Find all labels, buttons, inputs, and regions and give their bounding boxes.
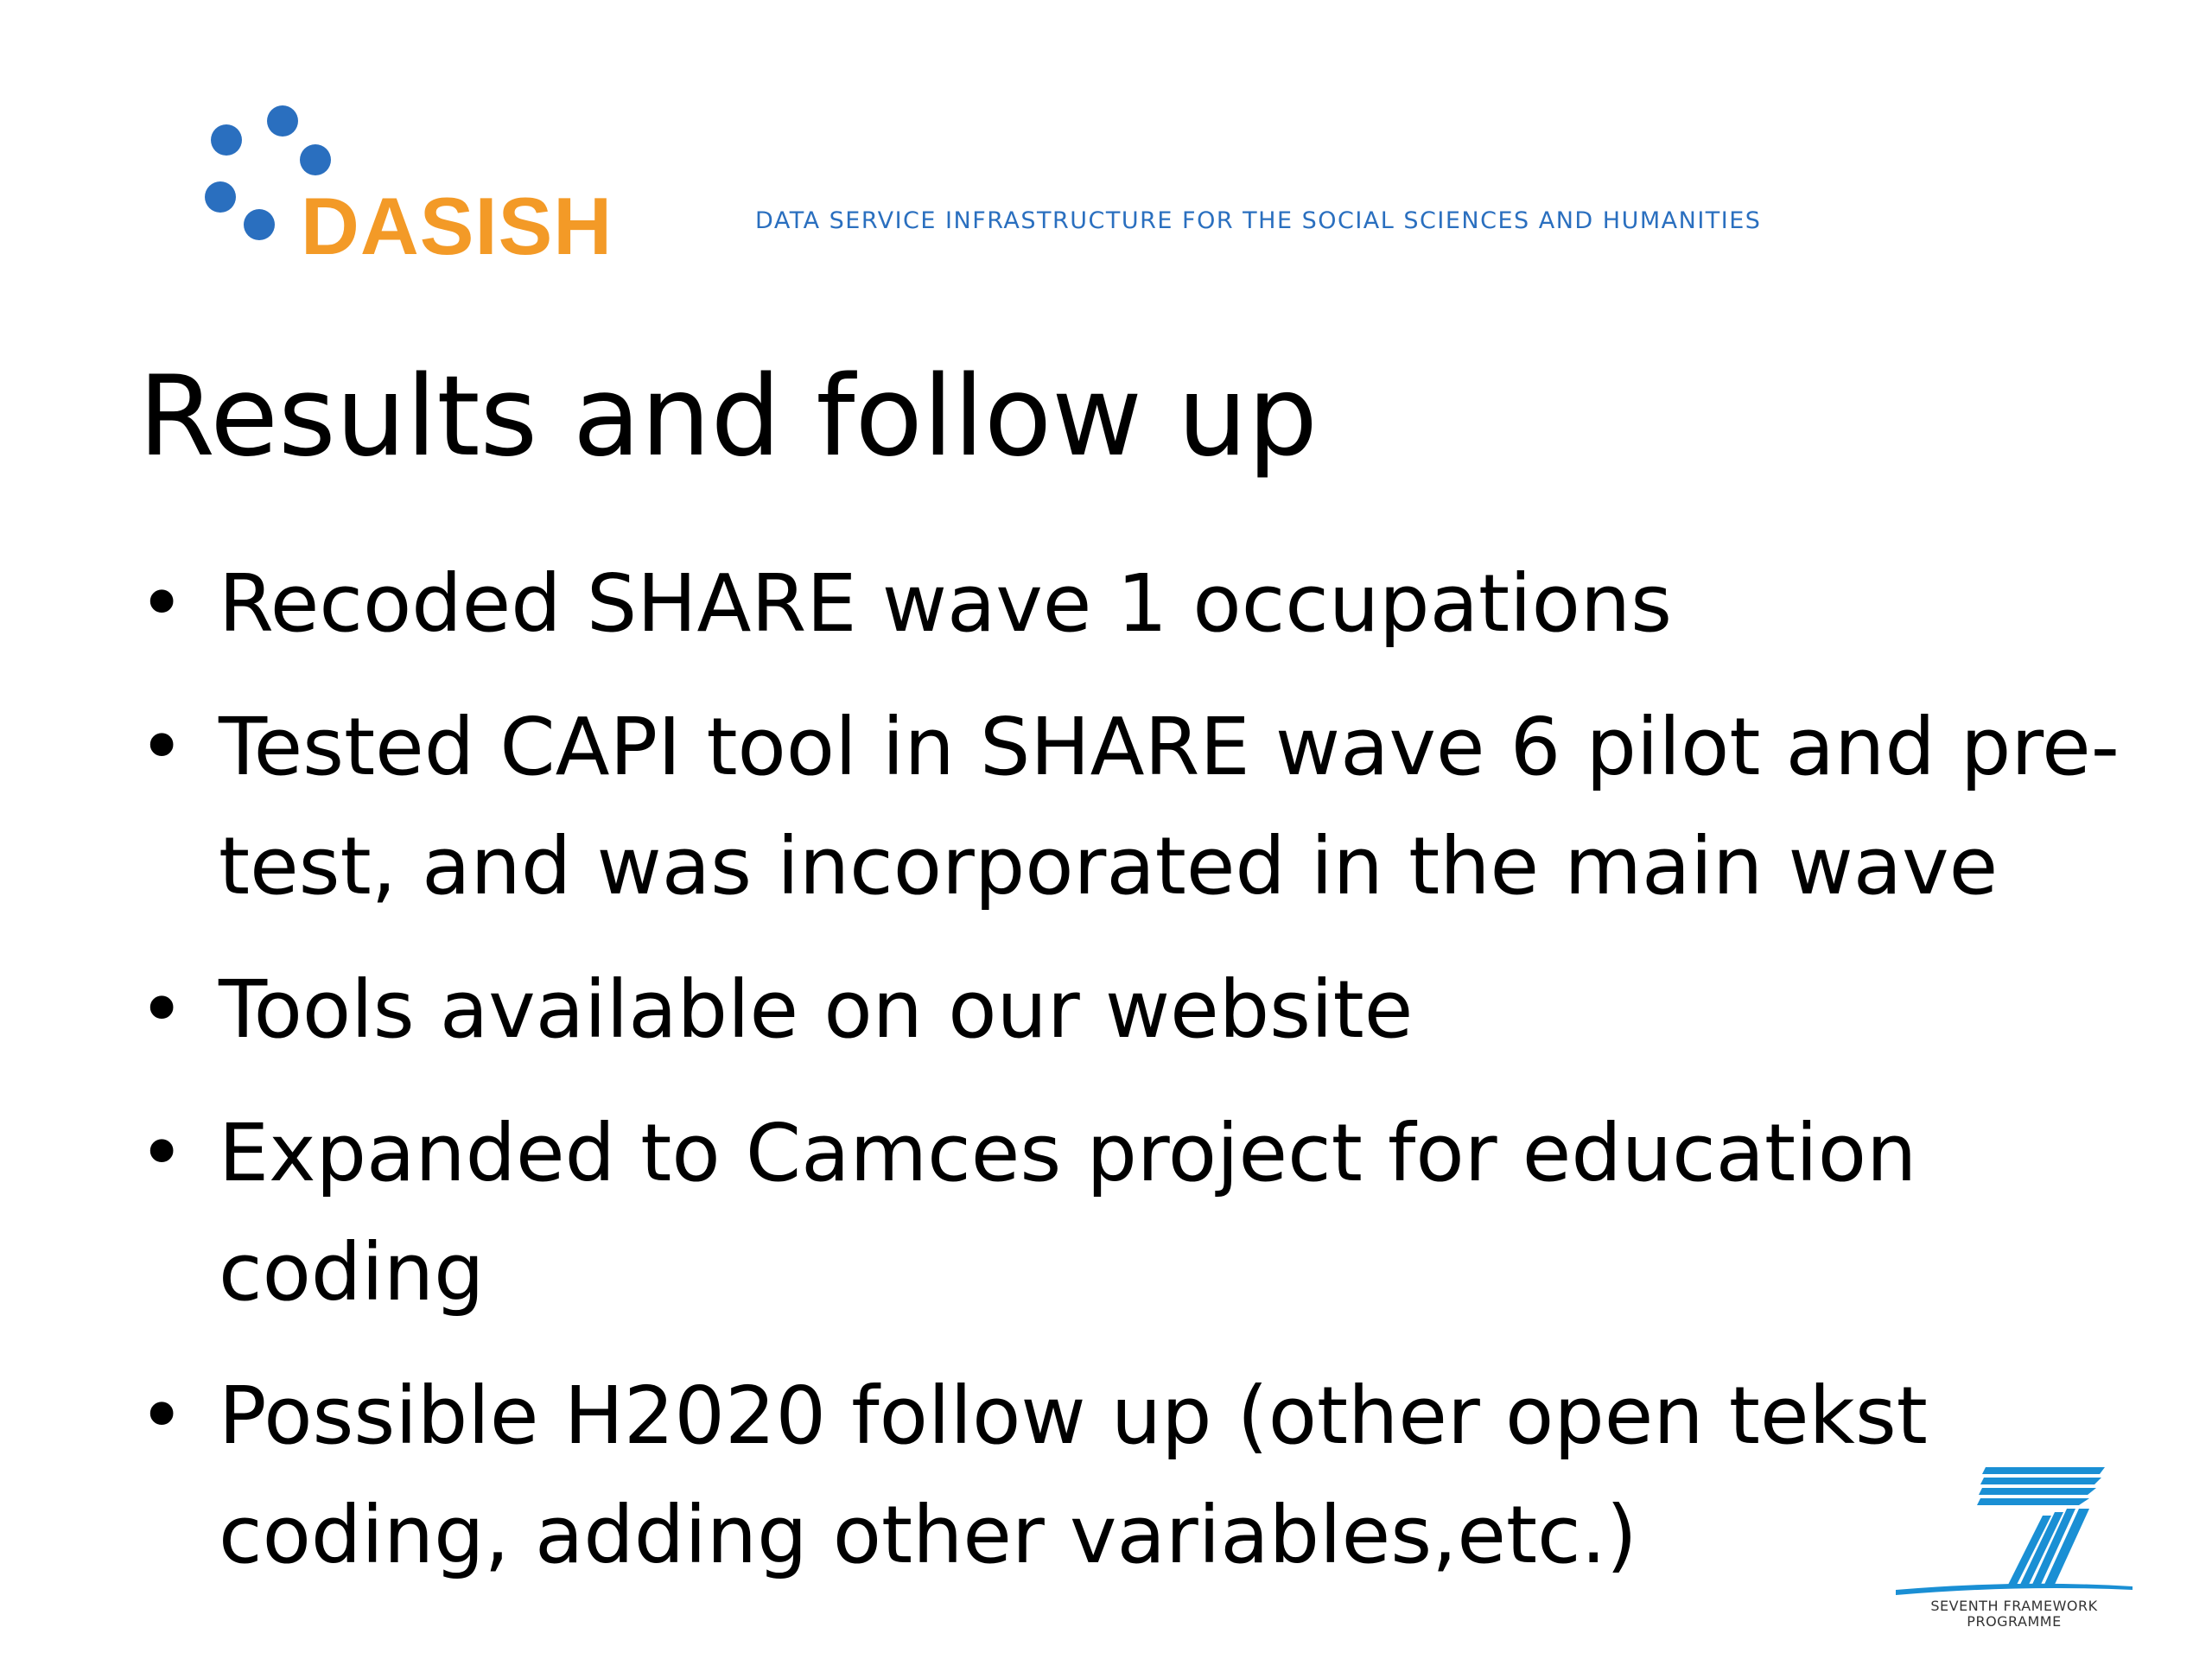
list-item xyxy=(138,950,2160,1070)
fp7-caption-line1: SEVENTH FRAMEWORK xyxy=(1930,1598,2098,1614)
bullet-icon: • xyxy=(138,963,186,1056)
list-item xyxy=(138,688,2160,926)
bullet-text: Tools available on our website xyxy=(219,963,1414,1056)
bullet-icon: • xyxy=(138,1370,186,1462)
list-item xyxy=(138,544,2160,664)
dasish-logo xyxy=(199,104,648,271)
bullet-icon: • xyxy=(138,701,186,793)
bullet-icon: • xyxy=(138,557,186,650)
logo-wordmark: DASISH xyxy=(301,181,613,271)
slide-title: Results and follow up xyxy=(138,353,1318,481)
fp7-logo xyxy=(1889,1460,2139,1646)
bullet-text: Expanded to Camces project for education coding xyxy=(219,1107,1917,1319)
bullet-text: Recoded SHARE wave 1 occupations xyxy=(219,557,1673,650)
fp7-caption xyxy=(1889,1599,2139,1630)
bullet-text: Possible H2020 follow up (other open tekst coding, adding other variables,etc.) xyxy=(219,1370,1928,1581)
bullet-list xyxy=(138,544,2160,1619)
fp7-caption-line2: PROGRAMME xyxy=(1967,1613,2062,1630)
tagline: DATA SERVICE INFRASTRUCTURE FOR THE SOCIAL SCIENCES AND HUMANITIES xyxy=(755,207,1762,234)
list-item xyxy=(138,1357,2160,1595)
bullet-text: Tested CAPI tool in SHARE wave 6 pilot and pre-test, and was incorporated in the main wave xyxy=(219,701,2120,912)
bullet-icon: • xyxy=(138,1107,186,1199)
list-item xyxy=(138,1094,2160,1332)
